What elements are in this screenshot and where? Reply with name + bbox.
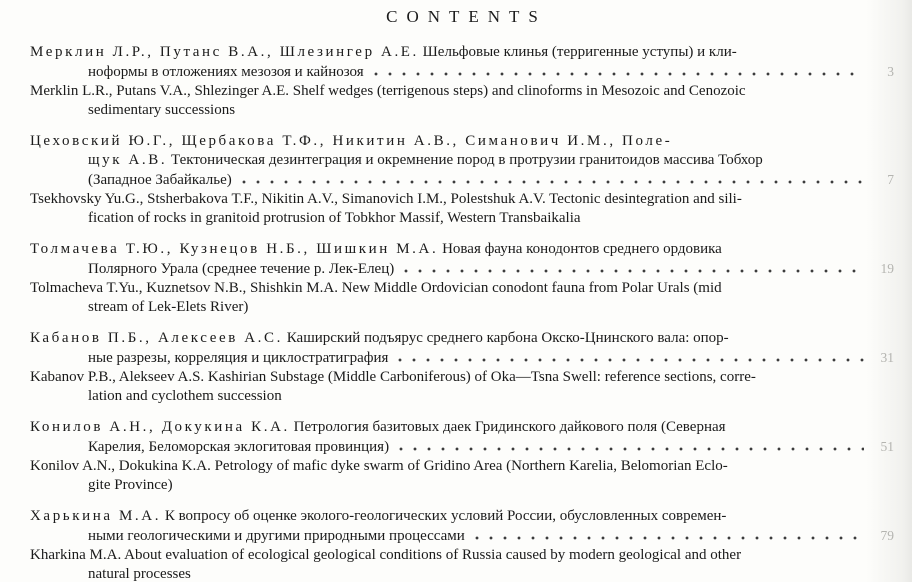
toc-text: Мерклин Л.Р., Путанс В.А., Шлезингер А.Е. bbox=[30, 44, 419, 60]
dot-leader bbox=[475, 536, 864, 540]
toc-list bbox=[30, 43, 894, 582]
toc-text: ноформы в отложениях мезозоя и кайнозоя bbox=[88, 64, 364, 80]
toc-text: Карелия, Беломорская эклогитовая провинция) bbox=[88, 439, 390, 455]
dot-leader bbox=[404, 269, 864, 273]
toc-text: natural processes bbox=[88, 566, 191, 582]
toc-text: ными геологическими и другими природными процессами bbox=[88, 528, 465, 544]
toc-text: Новая фауна конодонтов среднего ордовика bbox=[438, 241, 722, 257]
toc-line-en bbox=[30, 546, 894, 565]
toc-text: Kharkina M.A. About evaluation of ecological geological conditions of Russia caused by modern geological and other bbox=[30, 547, 742, 563]
toc-text: Tolmacheva T.Yu., Kuznetsov N.B., Shishkin M.A. New Middle Ordovician conodont fauna from Polar Urals (mid bbox=[30, 280, 722, 296]
toc-text: stream of Lek-Elets River) bbox=[88, 299, 249, 315]
dot-leader bbox=[399, 447, 864, 451]
toc-line-ru bbox=[30, 62, 894, 82]
dot-leader bbox=[374, 72, 864, 76]
toc-line-en bbox=[30, 190, 894, 209]
toc-line-ru bbox=[30, 418, 894, 437]
toc-text: щук А.В. bbox=[88, 152, 168, 168]
toc-line-ru bbox=[30, 526, 894, 546]
toc-line-en bbox=[30, 457, 894, 476]
toc-entry bbox=[30, 240, 894, 317]
toc-text: Кабанов П.Б., Алексеев А.С. bbox=[30, 330, 283, 346]
toc-text: Tsekhovsky Yu.G., Stsherbakova T.F., Nikitin A.V., Simanovich I.M., Polestshuk A.V. Tectonic desintegration and sili- bbox=[30, 191, 742, 207]
toc-entry bbox=[30, 43, 894, 120]
toc-text: sedimentary successions bbox=[88, 102, 236, 118]
toc-line-ru bbox=[30, 170, 894, 190]
toc-line-ru bbox=[30, 329, 894, 348]
toc-line-ru bbox=[30, 507, 894, 526]
toc-entry bbox=[30, 329, 894, 406]
toc-line-en bbox=[30, 279, 894, 298]
toc-line-en bbox=[30, 565, 894, 582]
page-number: 51 bbox=[880, 439, 894, 454]
toc-line-ru bbox=[30, 437, 894, 457]
toc-text: Конилов А.Н., Докукина К.А. bbox=[30, 419, 290, 435]
toc-text: Шельфовые клинья (терригенные уступы) и кли- bbox=[418, 44, 737, 60]
toc-line-en bbox=[30, 387, 894, 406]
dot-leader bbox=[242, 180, 864, 184]
toc-entry bbox=[30, 132, 894, 228]
toc-text: fication of rocks in granitoid protrusion of Tobkhor Massif, Western Transbaikalia bbox=[88, 210, 581, 226]
page-number: 31 bbox=[880, 350, 894, 365]
toc-line-ru bbox=[30, 132, 894, 151]
toc-entry bbox=[30, 418, 894, 495]
page-number: 19 bbox=[880, 261, 894, 276]
page-number: 7 bbox=[887, 172, 894, 187]
toc-line-ru bbox=[30, 240, 894, 259]
toc-line-ru bbox=[30, 348, 894, 368]
toc-text: Каширский подъярус среднего карбона Окско-Цнинского вала: опор- bbox=[282, 330, 729, 346]
toc-text: ные разрезы, корреляция и циклостратиграфия bbox=[88, 350, 389, 366]
toc-text: gite Province) bbox=[88, 477, 173, 493]
toc-text: Харькина М.А. bbox=[30, 508, 162, 524]
toc-text: Kabanov P.B., Alekseev A.S. Kashirian Substage (Middle Carboniferous) of Oka—Tsna Swell: reference sections, corre- bbox=[30, 369, 756, 385]
toc-line-en bbox=[30, 209, 894, 228]
toc-text: Merklin L.R., Putans V.A., Shlezinger A.E. Shelf wedges (terrigenous steps) and clinoforms in Mesozoic and Cenozoic bbox=[30, 83, 746, 99]
toc-line-en bbox=[30, 476, 894, 495]
toc-text: Петрология базитовых даек Гридинского дайкового поля (Северная bbox=[289, 419, 726, 435]
toc-line-ru bbox=[30, 259, 894, 279]
page-number: 3 bbox=[887, 64, 894, 79]
dot-leader bbox=[398, 358, 864, 362]
toc-line-en bbox=[30, 101, 894, 120]
toc-text: Konilov A.N., Dokukina K.A. Petrology of mafic dyke swarm of Gridino Area (Northern Karelia, Belomorian Eclo- bbox=[30, 458, 728, 474]
toc-text: lation and cyclothem succession bbox=[88, 388, 282, 404]
contents-title: CONTENTS bbox=[386, 7, 547, 26]
toc-line-ru bbox=[30, 43, 894, 62]
page-number: 79 bbox=[880, 528, 894, 543]
toc-text: Полярного Урала (среднее течение р. Лек-Елец) bbox=[88, 261, 395, 277]
toc-line-en bbox=[30, 82, 894, 101]
toc-line-ru bbox=[30, 151, 894, 170]
toc-line-en bbox=[30, 368, 894, 387]
toc-text: К вопросу об оценке эколого-геологических условий России, обусловленных современ- bbox=[161, 508, 727, 524]
toc-text: Толмачева Т.Ю., Кузнецов Н.Б., Шишкин М.А. bbox=[30, 241, 439, 257]
toc-text: (Западное Забайкалье) bbox=[88, 172, 232, 188]
toc-text: Тектоническая дезинтеграция и окремнение пород в протрузии гранитоидов массива Тобхор bbox=[167, 152, 763, 168]
toc-line-en bbox=[30, 298, 894, 317]
toc-text: Цеховский Ю.Г., Щербакова Т.Ф., Никитин А.В., Симанович И.М., Поле- bbox=[30, 133, 673, 149]
toc-entry bbox=[30, 507, 894, 582]
